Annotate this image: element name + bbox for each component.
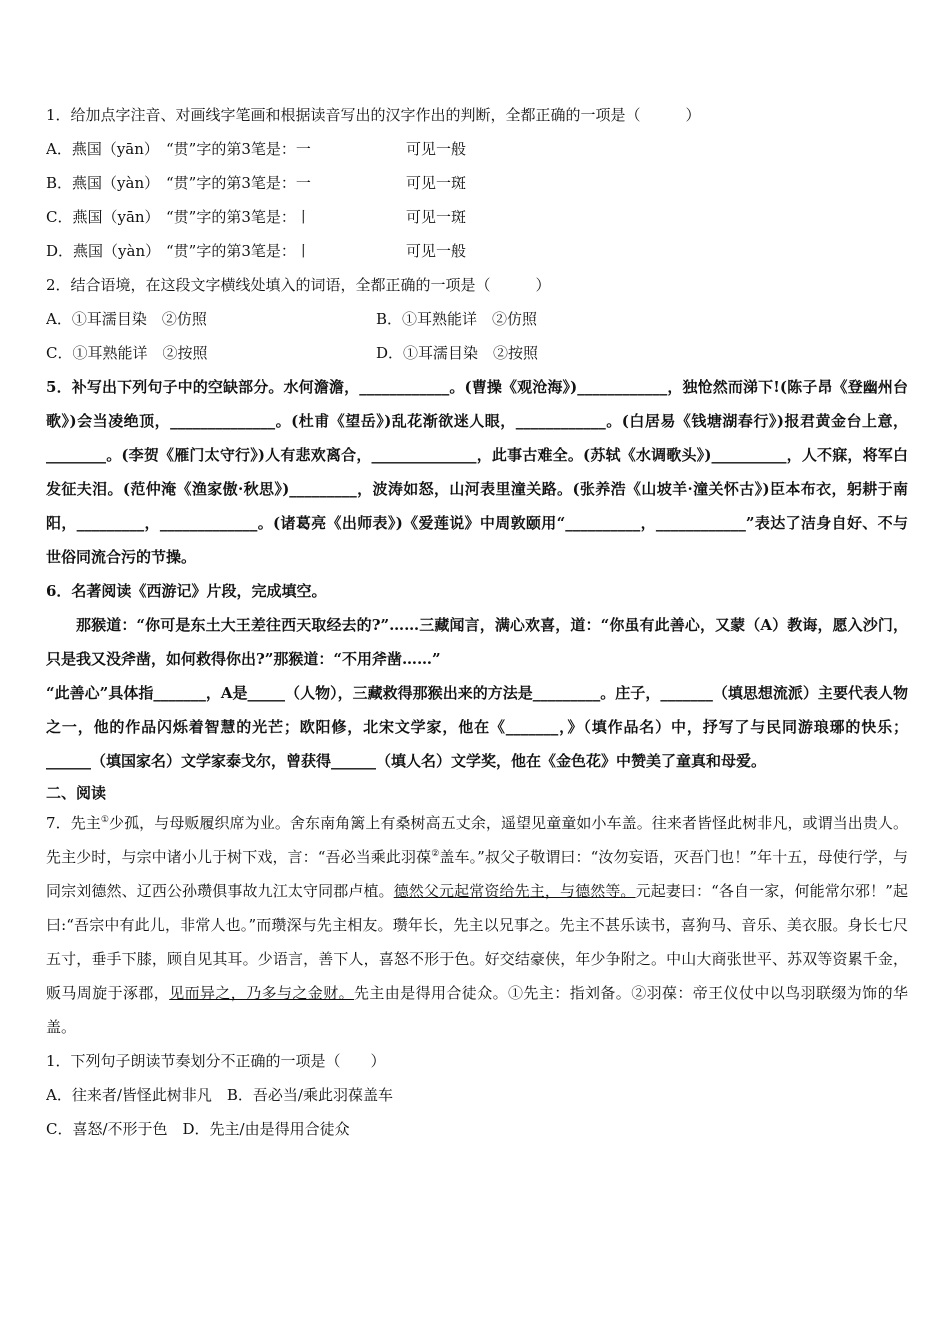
q1-option-a (46, 132, 908, 166)
q7-options-cd: C．喜怒/不形于色 D．先主/由是得用合徒众 (46, 1120, 350, 1138)
q6-stem: 6．名著阅读《西游记》片段，完成填空。 (46, 582, 327, 600)
q1-d-stroke: “贯”字的第3笔是：丨 (166, 242, 311, 260)
q2-option-d: D．①耳濡目染 ②按照 (376, 344, 539, 362)
footnote-marker-2: ② (431, 849, 440, 859)
q1-a-pinyin: A．燕国（yān） (46, 140, 159, 158)
q1-b-stroke: “贯”字的第3笔是：一 (166, 174, 311, 192)
q7-footnotes: ①先主：指刘备。②羽葆：帝王仪仗中以鸟羽联缀为饰的华盖。 (46, 984, 908, 1036)
q1-a-word: 可见一般 (406, 140, 467, 158)
q7-options-ab: A．往来者/皆怪此树非凡 B．吾必当/乘此羽葆盖车 (46, 1086, 393, 1104)
q7-part2: 少孤，与母贩履织席为业。舍东南角篱上有桑树高五丈余，遥望见童童如小车盖。往来者皆怪此树非凡，或谓当出贵人。先主少时，与宗中诸小儿于树下戏，言：“吾必当乘此羽葆 (46, 814, 908, 866)
q7-underlined-sentence-2: 见而异之，乃多与之金财。 (169, 984, 354, 1002)
q1-c-pinyin: C．燕国（yān） (46, 208, 160, 226)
q1-b-pinyin: B．燕国（yàn） (46, 174, 160, 192)
q2-stem: 2．结合语境，在这段文字横线处填入的词语，全都正确的一项是（ ） (46, 276, 551, 294)
q7-underlined-sentence-1: 德然父元起常资给先主，与德然等。 (393, 882, 636, 900)
q1-a-stroke: “贯”字的第3笔是：一 (166, 140, 311, 158)
q2-option-b: B．①耳熟能详 ②仿照 (376, 310, 538, 328)
section-reading-heading: 二、阅读 (46, 784, 107, 802)
q7-part3: 盖车。”叔父子敬谓曰：“汝勿妄语，灭吾门也！”年十五，母使行学，与同宗刘德然、辽西公孙瓒俱事故九江太守同郡卢植。 (46, 848, 908, 900)
q1-c-stroke: “贯”字的第3笔是：丨 (166, 208, 311, 226)
q7-part5: 先主由是得用合徒众。 (354, 984, 508, 1002)
footnote-marker-1: ① (100, 815, 110, 825)
q1-option-d (46, 234, 908, 268)
q2-option-c: C．①耳熟能详 ②按照 (46, 344, 208, 362)
q7-part1: 7．先主 (46, 814, 101, 832)
q1-option-c (46, 200, 908, 234)
q7-part4: 元起妻曰：“各自一家，何能常尔邪！”起曰:“吾宗中有此儿，非常人也。”而瓒深与先主相友。瓒年长，先主以兄事之。先主不甚乐读书，喜狗马、音乐、美衣服。身长七尺五寸，垂手下膝，顾自见其耳。少语言，善下人，喜怒不形于色。好交结豪侠，年少争附之。中山大商张世平、苏双等资累千金，贩马周旋于涿郡， (46, 882, 908, 1002)
q1-stem: 1．给加点字注音、对画线字笔画和根据读音写出的汉字作出的判断，全都正确的一项是（ ） (46, 106, 701, 124)
q6-task: “此善心”具体指_______，A是_____（人物），三藏救得那猴出来的方法是_________。庄子，_______（填思想流派）主要代表人物之一，他的作品闪烁着智慧的光芒；欧阳修，北宋文学家，他在《_______，》（填作品名）中，抒写了与民同游琅琊的快乐；______（填国家名）文学家泰戈尔，曾获得______（填人名）文学奖，他在《金色花》中赞美了童真和母爱。 (46, 684, 908, 770)
q6-quote: 那猴道：“你可是东土大王差往西天取经去的?”……三藏闻言，满心欢喜，道：“你虽有此善心，又蒙（A）教诲，愿入沙门，只是我又没斧凿，如何救得你出?”那猴道：“不用斧凿……” (46, 616, 908, 668)
q5-fill-in: 5．补写出下列句子中的空缺部分。水何澹澹，____________。(曹操《观沧海》)____________，独怆然而涕下!(陈子昂《登幽州台歌》)会当凌绝顶，______________。(杜甫《望岳》)乱花渐欲迷人眼，____________。(白居易《钱塘湖春行》)报君黄金台上意，________。(李贺《雁门太守行》)人有悲欢离合，______________，此事古难全。(苏轼《水调歌头》)__________，人不寐，将军白发征夫泪。(范仲淹《渔家傲·秋思》)_________，波涛如怒，山河表里潼关路。(张养浩《山坡羊·潼关怀古》)臣本布衣，躬耕于南阳，_________，_____________。(诸葛亮《出师表》)《爱莲说》中周敦颐用“__________，____________”表达了洁身自好、不与世俗同流合污的节操。 (46, 378, 908, 566)
q2-options-ab (46, 302, 908, 336)
q2-options-cd (46, 336, 908, 370)
q1-c-word: 可见一斑 (406, 208, 467, 226)
q7-passage (46, 806, 908, 1044)
q1-option-b (46, 166, 908, 200)
q1-d-word: 可见一般 (406, 242, 467, 260)
q1-d-pinyin: D．燕国（yàn） (46, 242, 161, 260)
exam-page (46, 98, 908, 1146)
q2-option-a: A．①耳濡目染 ②仿照 (46, 310, 207, 328)
q1-b-word: 可见一斑 (406, 174, 467, 192)
q7-sub-stem: 1．下列句子朗读节奏划分不正确的一项是（ ） (46, 1052, 386, 1070)
